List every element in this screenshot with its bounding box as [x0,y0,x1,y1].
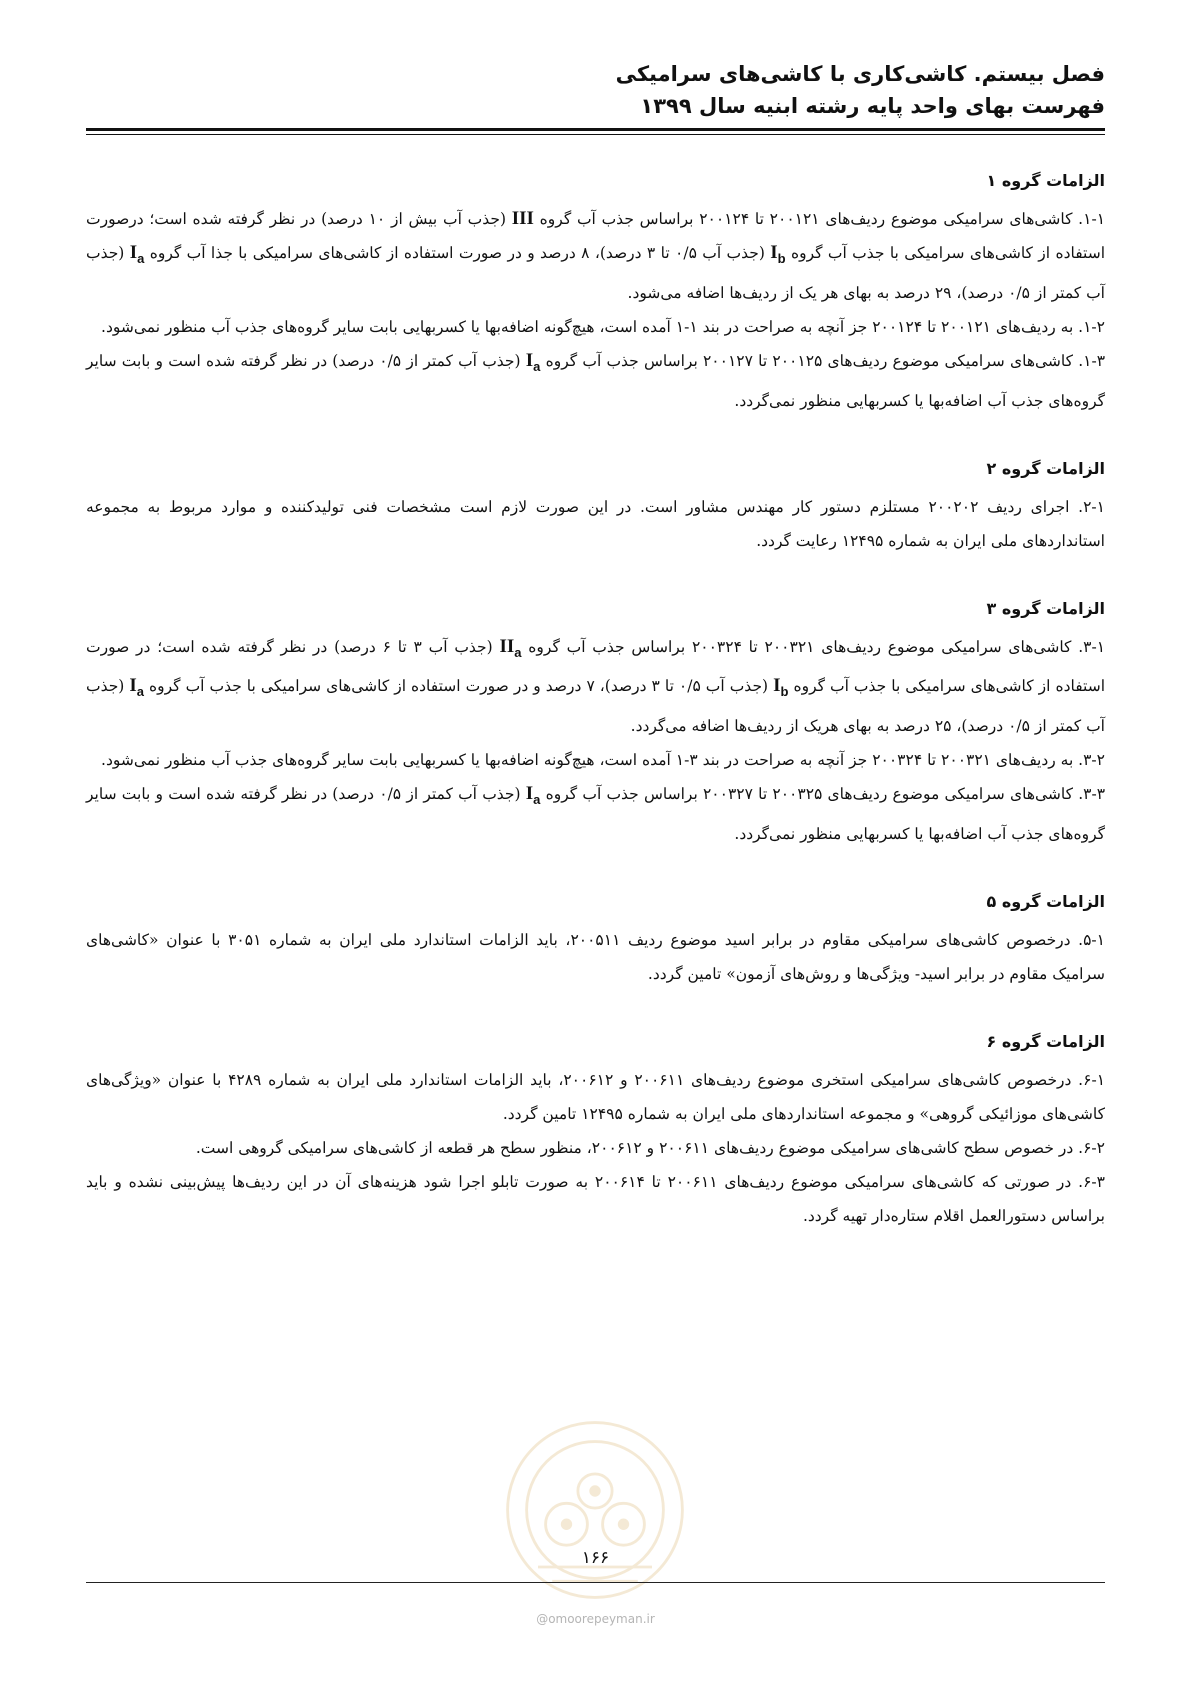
group-symbol: I [129,675,137,697]
clause-paragraph [86,1131,1105,1165]
water-absorption-group-label [129,242,145,266]
footer-rule [86,1582,1105,1583]
group-symbol: I [129,242,138,263]
clause-text: ۱-۱. کاشی‌های سرامیکی موضوع ردیف‌های ۲۰۰۱۲۱ تا ۲۰۰۱۲۴ براساس جذب آب گروه [533,210,1106,228]
group-symbol: I [773,675,781,697]
clause-text: ۶-۱. درخصوص کاشی‌های سرامیکی استخری موضوع ردیف‌های ۲۰۰۶۱۱ و ۲۰۰۶۱۲، باید الزامات استاندارد ملی ایران به شماره ۴۲۸۹ با عنوان «ویژگی‌های کاشی‌های موزائیکی گروهی» و مجموعه استانداردهای ملی ایران به شماره ۱۲۴۹۵ تامین گردد. [86,1070,1106,1123]
clause-paragraph [86,777,1105,851]
group-subscript: a [514,644,522,660]
document-body [86,166,1105,1269]
water-absorption-group-label [499,635,522,660]
clause-text: ۶-۲. در خصوص سطح کاشی‌های سرامیکی موضوع ردیف‌های ۲۰۰۶۱۱ و ۲۰۰۶۱۲، منظور سطح هر قطعه از کاشی‌های سرامیکی گروهی است. [195,1138,1105,1157]
group-symbol: I [525,783,534,805]
clause-text: (جذب آب ۰/۵ تا ۳ درصد)، ۷ درصد و در صورت استفاده از کاشی‌های سرامیکی با جذب آب گروه [144,677,774,696]
clause-text: ۳-۳. کاشی‌های سرامیکی موضوع ردیف‌های ۲۰۰۳۲۵ تا ۲۰۰۳۲۷ براساس جذب آب گروه [540,785,1106,804]
clause-text: (جذب آب کمتر از ۰/۵ درصد)، ۲۵ درصد به بهای هریک از ردیف‌ها اضافه می‌گردد. [86,677,1105,736]
clause-text: ۳-۲. به ردیف‌های ۲۰۰۳۲۱ تا ۲۰۰۳۲۴ جز آنچه به صراحت در بند ۳-۱ آمده است، هیچ‌گونه اضافه‌بها یا کسربهایی بابت سایر گروه‌های جذب آب منظور نمی‌شود. [101,751,1105,770]
header-rule-thin [86,134,1105,135]
section-heading: الزامات گروه ۶ [986,1031,1105,1051]
water-absorption-group-label [773,675,789,700]
group-subscript: b [777,250,786,266]
water-absorption-group-label [525,783,541,807]
header-rule-thick [86,128,1105,131]
clause-text: ۲-۱. اجرای ردیف ۲۰۰۲۰۲ مستلزم دستور کار مهندس مشاور است. در این صورت لازم است مشخصات فنی تولیدکننده و موارد مربوط به مجموعه استانداردهای ملی ایران به شماره ۱۲۴۹۵ رعایت گردد. [86,497,1105,550]
requirements-section [86,166,1105,418]
requirements-section [86,454,1105,558]
group-symbol: III [511,208,534,229]
clause-paragraph [86,344,1105,418]
clause-text: (جذب آب کمتر از ۰/۵ درصد)، ۲۹ درصد به بهای هر یک از ردیف‌ها اضافه می‌شود. [86,244,1105,302]
clause-text: (جذب آب بیش از ۱۰ درصد) در نظر گرفته شده است؛ درصورت استفاده از کاشی‌های سرامیکی با جذب آب گروه [86,210,1106,262]
group-symbol: II [499,635,515,657]
group-subscript: b [780,684,789,700]
clause-paragraph [86,1165,1105,1233]
clause-text: ۳-۱. کاشی‌های سرامیکی موضوع ردیف‌های ۲۰۰۳۲۱ تا ۲۰۰۳۲۴ براساس جذب آب گروه [521,637,1106,656]
clause-text: ۱-۳. کاشی‌های سرامیکی موضوع ردیف‌های ۲۰۰۱۲۵ تا ۲۰۰۱۲۷ براساس جذب آب گروه [540,351,1106,370]
clause-text: (جذب آب کمتر از ۰/۵ درصد) در نظر گرفته شده است و بابت سایر گروه‌های جذب آب اضافه‌بها یا کسربهایی منظور نمی‌گردد. [86,351,1105,410]
group-subscript: a [533,358,541,374]
clause-paragraph [86,490,1105,558]
group-symbol: I [525,349,534,371]
requirements-section [86,887,1105,991]
water-absorption-group-label [129,675,145,700]
clause-text: (جذب آب ۳ تا ۶ درصد) در نظر گرفته شده است؛ در صورت استفاده از کاشی‌های سرامیکی با جذب آب گروه [86,637,1106,696]
clause-text: (جذب آب ۰/۵ تا ۳ درصد)، ۸ درصد و در صورت استفاده از کاشی‌های سرامیکی با جذا آب گروه [144,244,771,262]
group-subscript: a [533,791,541,807]
requirements-section [86,594,1105,851]
clause-paragraph [86,743,1105,777]
clause-text: ۵-۱. درخصوص کاشی‌های سرامیکی مقاوم در برابر اسید موضوع ردیف ۲۰۰۵۱۱، باید الزامات استاندارد ملی ایران به شماره ۳۰۵۱ با عنوان «کاشی‌های سرامیک مقاوم در برابر اسید- ویژگی‌ها و روش‌های آزمون» تامین گردد. [86,930,1105,983]
page-header [86,58,1105,122]
clause-text: ۱-۲. به ردیف‌های ۲۰۰۱۲۱ تا ۲۰۰۱۲۴ جز آنچه به صراحت در بند ۱-۱ آمده است، هیچ‌گونه اضافه‌بها یا کسربهایی بابت سایر گروه‌های جذب آب منظور نمی‌شود. [101,317,1105,336]
chapter-title: فصل بیستم. کاشی‌کاری با کاشی‌های سرامیکی [615,62,1105,86]
water-absorption-group-label [525,349,541,374]
group-subscript: a [136,684,145,700]
water-absorption-group-label [512,208,534,229]
section-heading: الزامات گروه ۲ [986,458,1105,478]
site-watermark-label: @omoorepeyman.ir [536,1612,655,1626]
clause-paragraph [86,923,1105,991]
clause-paragraph [86,202,1105,310]
section-heading: الزامات گروه ۱ [986,171,1105,190]
section-heading: الزامات گروه ۵ [986,891,1105,911]
clause-paragraph [86,630,1105,744]
section-heading: الزامات گروه ۳ [986,598,1105,618]
water-absorption-group-label [770,242,786,266]
catalog-title: فهرست بهای واحد پایه رشته ابنیه سال ۱۳۹۹ [640,94,1105,118]
group-subscript: a [137,250,145,266]
watermark-seal-icon [500,1415,690,1605]
clause-paragraph [86,1063,1105,1131]
page-number: ۱۶۶ [581,1548,610,1568]
clause-text: (جذب آب کمتر از ۰/۵ درصد) در نظر گرفته شده است و بابت سایر گروه‌های جذب آب اضافه‌بها یا کسربهایی منظور نمی‌گردد. [86,785,1105,843]
clause-paragraph [86,310,1105,344]
group-symbol: I [770,242,778,263]
requirements-section [86,1027,1105,1233]
clause-text: ۶-۳. در صورتی که کاشی‌های سرامیکی موضوع ردیف‌های ۲۰۰۶۱۱ تا ۲۰۰۶۱۴ به صورت تابلو اجرا شود هزینه‌های آن در این ردیف‌ها پیش‌بینی نشده و باید براساس دستورالعمل اقلام ستاره‌دار تهیه گردد. [86,1172,1105,1225]
